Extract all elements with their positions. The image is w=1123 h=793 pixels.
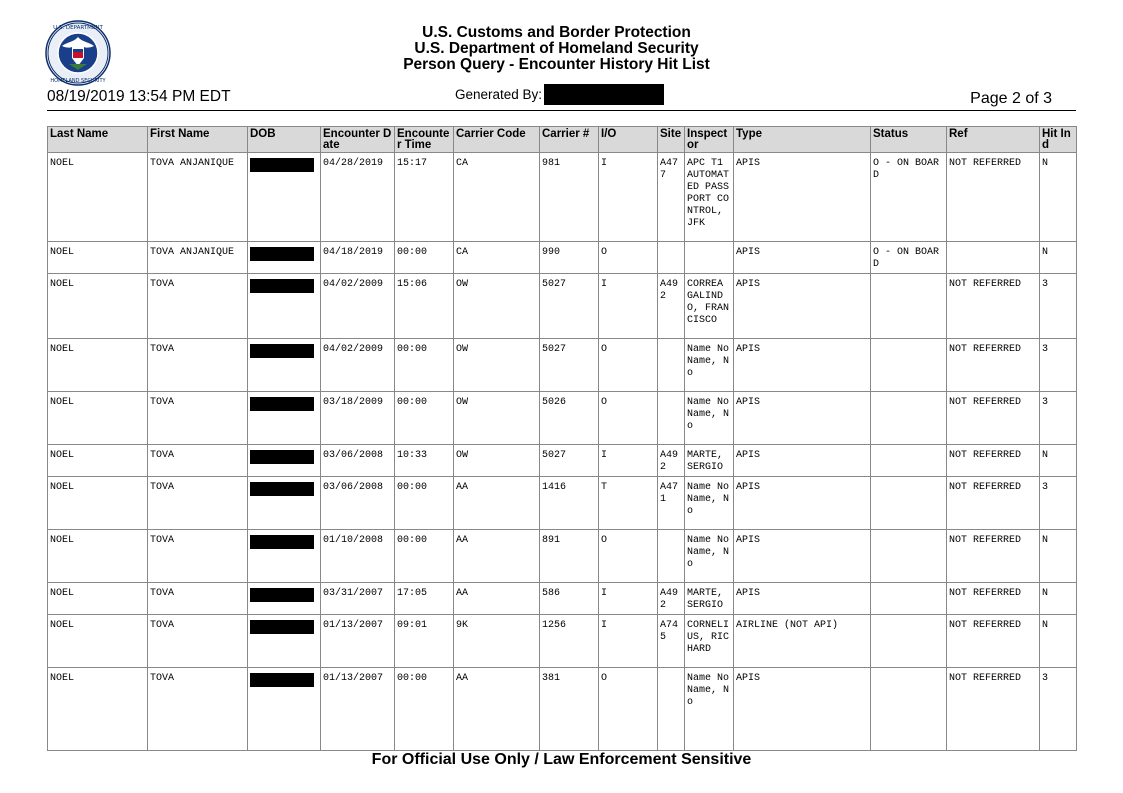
last-name-cell: NOEL (48, 615, 148, 668)
ref-cell: NOT REFERRED (947, 530, 1040, 583)
dob-cell (248, 530, 321, 583)
encounter-date-cell: 03/06/2008 (321, 477, 395, 530)
encounter-date-cell: 03/18/2009 (321, 392, 395, 445)
column-header: Status (871, 127, 947, 153)
ref-cell: NOT REFERRED (947, 477, 1040, 530)
carrier-number-cell: 1416 (540, 477, 599, 530)
ref-cell: NOT REFERRED (947, 274, 1040, 339)
column-header: Carrier Code (454, 127, 540, 153)
ref-cell: NOT REFERRED (947, 445, 1040, 477)
encounter-time-cell: 00:00 (395, 477, 454, 530)
inspector-cell: Name No Name, No (685, 668, 734, 751)
hit-ind-cell: N (1040, 242, 1077, 274)
dob-cell (248, 445, 321, 477)
column-header: DOB (248, 127, 321, 153)
table-row (48, 615, 1077, 668)
dob-redaction (250, 620, 314, 634)
dob-cell (248, 339, 321, 392)
carrier-code-cell: CA (454, 153, 540, 242)
carrier-number-cell: 5027 (540, 339, 599, 392)
dob-cell (248, 615, 321, 668)
dob-redaction (250, 397, 314, 411)
first-name-cell: TOVA (148, 583, 248, 615)
encounter-date-cell: 01/10/2008 (321, 530, 395, 583)
dob-redaction (250, 535, 314, 549)
encounter-time-cell: 15:17 (395, 153, 454, 242)
io-cell: O (599, 668, 658, 751)
site-cell: A745 (658, 615, 685, 668)
status-cell (871, 530, 947, 583)
first-name-cell: TOVA (148, 445, 248, 477)
column-header: Encounter Date (321, 127, 395, 153)
first-name-cell: TOVA (148, 530, 248, 583)
hit-ind-cell: 3 (1040, 392, 1077, 445)
carrier-number-cell: 990 (540, 242, 599, 274)
dob-redaction (250, 450, 314, 464)
first-name-cell: TOVA (148, 668, 248, 751)
carrier-number-cell: 891 (540, 530, 599, 583)
first-name-cell: TOVA ANJANIQUE (148, 153, 248, 242)
ref-cell: NOT REFERRED (947, 153, 1040, 242)
column-header: Type (734, 127, 871, 153)
table-row (48, 445, 1077, 477)
type-cell: APIS (734, 242, 871, 274)
svg-text:U.S. DEPARTMENT: U.S. DEPARTMENT (53, 25, 103, 31)
encounter-time-cell: 00:00 (395, 392, 454, 445)
encounter-time-cell: 15:06 (395, 274, 454, 339)
first-name-cell: TOVA ANJANIQUE (148, 242, 248, 274)
column-header: Encounter Time (395, 127, 454, 153)
io-cell: I (599, 615, 658, 668)
dob-redaction (250, 158, 314, 172)
encounter-history-table (47, 126, 1077, 751)
carrier-number-cell: 586 (540, 583, 599, 615)
status-cell (871, 668, 947, 751)
dob-redaction (250, 482, 314, 496)
first-name-cell: TOVA (148, 392, 248, 445)
carrier-code-cell: OW (454, 274, 540, 339)
type-cell: APIS (734, 274, 871, 339)
site-cell (658, 668, 685, 751)
agency-title: U.S. Customs and Border Protection (422, 24, 691, 41)
hit-ind-cell: N (1040, 153, 1077, 242)
dob-cell (248, 242, 321, 274)
encounter-date-cell: 01/13/2007 (321, 615, 395, 668)
carrier-code-cell: CA (454, 242, 540, 274)
hit-ind-cell: N (1040, 445, 1077, 477)
type-cell: AIRLINE (NOT API) (734, 615, 871, 668)
ref-cell: NOT REFERRED (947, 668, 1040, 751)
encounter-time-cell: 09:01 (395, 615, 454, 668)
dob-cell (248, 153, 321, 242)
dob-redaction (250, 344, 314, 358)
column-header: Last Name (48, 127, 148, 153)
hit-ind-cell: 3 (1040, 668, 1077, 751)
carrier-number-cell: 381 (540, 668, 599, 751)
encounter-time-cell: 00:00 (395, 668, 454, 751)
type-cell: APIS (734, 445, 871, 477)
encounter-date-cell: 03/31/2007 (321, 583, 395, 615)
first-name-cell: TOVA (148, 477, 248, 530)
encounter-date-cell: 03/06/2008 (321, 445, 395, 477)
table-row (48, 242, 1077, 274)
io-cell: O (599, 392, 658, 445)
last-name-cell: NOEL (48, 392, 148, 445)
carrier-code-cell: OW (454, 339, 540, 392)
status-cell (871, 339, 947, 392)
hit-ind-cell: 3 (1040, 477, 1077, 530)
last-name-cell: NOEL (48, 530, 148, 583)
classification-footer: For Official Use Only / Law Enforcement Sensitive (371, 751, 752, 768)
io-cell: I (599, 274, 658, 339)
table-row (48, 153, 1077, 242)
last-name-cell: NOEL (48, 477, 148, 530)
io-cell: O (599, 242, 658, 274)
first-name-cell: TOVA (148, 615, 248, 668)
carrier-number-cell: 5027 (540, 445, 599, 477)
io-cell: I (599, 153, 658, 242)
carrier-code-cell: AA (454, 668, 540, 751)
first-name-cell: TOVA (148, 339, 248, 392)
carrier-number-cell: 981 (540, 153, 599, 242)
inspector-cell: Name No Name, No (685, 530, 734, 583)
inspector-cell: Name No Name, No (685, 392, 734, 445)
dob-cell (248, 392, 321, 445)
status-cell (871, 583, 947, 615)
inspector-cell: MARTE, SERGIO (685, 583, 734, 615)
carrier-number-cell: 5026 (540, 392, 599, 445)
inspector-cell: Name No Name, No (685, 339, 734, 392)
hit-ind-cell: 3 (1040, 274, 1077, 339)
last-name-cell: NOEL (48, 668, 148, 751)
type-cell: APIS (734, 530, 871, 583)
status-cell (871, 392, 947, 445)
status-cell: O - ON BOARD (871, 242, 947, 274)
carrier-code-cell: AA (454, 530, 540, 583)
site-cell (658, 339, 685, 392)
svg-text:HOMELAND SECURITY: HOMELAND SECURITY (50, 78, 106, 84)
column-header: First Name (148, 127, 248, 153)
last-name-cell: NOEL (48, 153, 148, 242)
encounter-date-cell: 04/02/2009 (321, 339, 395, 392)
encounter-time-cell: 00:00 (395, 339, 454, 392)
first-name-cell: TOVA (148, 274, 248, 339)
carrier-code-cell: OW (454, 392, 540, 445)
generated-by-label: Generated By: (455, 87, 543, 102)
status-cell (871, 477, 947, 530)
carrier-number-cell: 5027 (540, 274, 599, 339)
table-row (48, 274, 1077, 339)
type-cell: APIS (734, 339, 871, 392)
encounter-date-cell: 04/28/2019 (321, 153, 395, 242)
last-name-cell: NOEL (48, 242, 148, 274)
inspector-cell: APC T1 AUTOMATED PASSPORT CONTROL, JFK (685, 153, 734, 242)
site-cell (658, 242, 685, 274)
last-name-cell: NOEL (48, 339, 148, 392)
last-name-cell: NOEL (48, 583, 148, 615)
column-header: Hit Ind (1040, 127, 1077, 153)
site-cell (658, 392, 685, 445)
column-header: Ref (947, 127, 1040, 153)
last-name-cell: NOEL (48, 445, 148, 477)
hit-ind-cell: N (1040, 583, 1077, 615)
io-cell: O (599, 339, 658, 392)
type-cell: APIS (734, 392, 871, 445)
table-row (48, 339, 1077, 392)
inspector-cell: Name No Name, No (685, 477, 734, 530)
site-cell (658, 530, 685, 583)
report-title: Person Query - Encounter History Hit List (403, 56, 710, 73)
inspector-cell: CORREA GALINDO, FRANCISCO (685, 274, 734, 339)
io-cell: I (599, 445, 658, 477)
dob-redaction (250, 588, 314, 602)
encounter-date-cell: 01/13/2007 (321, 668, 395, 751)
status-cell: O - ON BOARD (871, 153, 947, 242)
status-cell (871, 615, 947, 668)
inspector-cell: MARTE, SERGIO (685, 445, 734, 477)
status-cell (871, 274, 947, 339)
table-row (48, 530, 1077, 583)
encounter-date-cell: 04/02/2009 (321, 274, 395, 339)
column-header: Inspector (685, 127, 734, 153)
type-cell: APIS (734, 583, 871, 615)
column-header: Carrier # (540, 127, 599, 153)
report-titles (300, 25, 813, 73)
table-row (48, 583, 1077, 615)
dob-cell (248, 274, 321, 339)
dhs-seal-icon (45, 20, 111, 86)
ref-cell: NOT REFERRED (947, 392, 1040, 445)
department-title: U.S. Department of Homeland Security (414, 40, 699, 57)
column-header: Site (658, 127, 685, 153)
ref-cell: NOT REFERRED (947, 339, 1040, 392)
dob-cell (248, 668, 321, 751)
type-cell: APIS (734, 153, 871, 242)
encounter-time-cell: 00:00 (395, 530, 454, 583)
dob-redaction (250, 247, 314, 261)
io-cell: O (599, 530, 658, 583)
dob-redaction (250, 279, 314, 293)
carrier-code-cell: AA (454, 477, 540, 530)
table-header-row (48, 127, 1077, 153)
ref-cell: NOT REFERRED (947, 615, 1040, 668)
last-name-cell: NOEL (48, 274, 148, 339)
io-cell: I (599, 583, 658, 615)
report-timestamp: 08/19/2019 13:54 PM EDT (47, 88, 231, 105)
type-cell: APIS (734, 668, 871, 751)
table-row (48, 477, 1077, 530)
hit-ind-cell: 3 (1040, 339, 1077, 392)
encounter-date-cell: 04/18/2019 (321, 242, 395, 274)
hit-ind-cell: N (1040, 615, 1077, 668)
table-body (48, 153, 1077, 751)
io-cell: T (599, 477, 658, 530)
table-row (48, 392, 1077, 445)
type-cell: APIS (734, 477, 871, 530)
page-number: Page 2 of 3 (970, 90, 1052, 107)
generated-by-redaction (544, 84, 664, 105)
carrier-code-cell: AA (454, 583, 540, 615)
carrier-number-cell: 1256 (540, 615, 599, 668)
carrier-code-cell: OW (454, 445, 540, 477)
status-cell (871, 445, 947, 477)
carrier-code-cell: 9K (454, 615, 540, 668)
ref-cell (947, 242, 1040, 274)
site-cell: A492 (658, 274, 685, 339)
site-cell: A471 (658, 477, 685, 530)
dob-redaction (250, 673, 314, 687)
report-meta-row (47, 87, 1076, 111)
encounter-time-cell: 17:05 (395, 583, 454, 615)
dob-cell (248, 477, 321, 530)
encounter-time-cell: 10:33 (395, 445, 454, 477)
inspector-cell: CORNELIUS, RICHARD (685, 615, 734, 668)
site-cell: A492 (658, 583, 685, 615)
table-row (48, 668, 1077, 751)
column-header: I/O (599, 127, 658, 153)
hit-ind-cell: N (1040, 530, 1077, 583)
encounter-time-cell: 00:00 (395, 242, 454, 274)
dob-cell (248, 583, 321, 615)
site-cell: A477 (658, 153, 685, 242)
site-cell: A492 (658, 445, 685, 477)
inspector-cell (685, 242, 734, 274)
ref-cell: NOT REFERRED (947, 583, 1040, 615)
